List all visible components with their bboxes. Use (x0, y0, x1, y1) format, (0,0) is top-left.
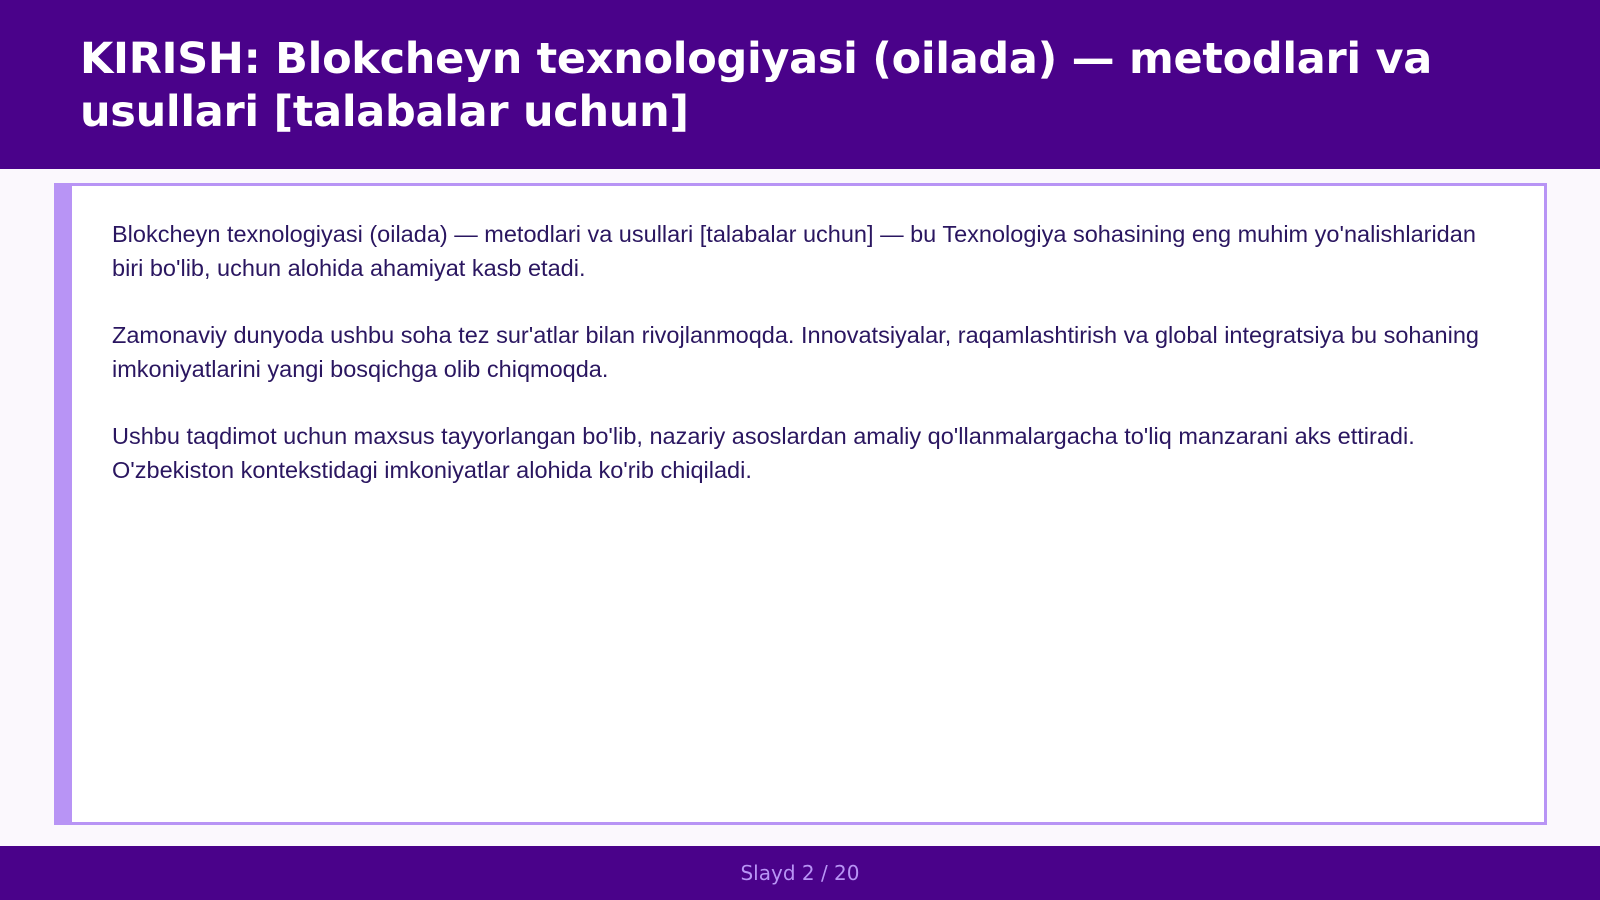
slide-footer (0, 846, 1600, 900)
slide-number: Slayd 2 / 20 (740, 861, 860, 885)
slide-header (0, 0, 1600, 169)
content-paragraph-1: Blokcheyn texnologiyasi (oilada) — metodlari va usullari [talabalar uchun] — bu Texnologiya sohasining eng muhim yo'nalishlaridan biri bo'lib, uchun alohida ahamiyat kasb etadi. (112, 221, 1476, 281)
content-paragraph-2: Zamonaviy dunyoda ushbu soha tez sur'atlar bilan rivojlanmoqda. Innovatsiyalar, raqamlashtirish va global integratsiya bu sohaning imkoniyatlarini yangi bosqichga olib chiqmoqda. (112, 322, 1479, 382)
content-card (54, 183, 1547, 825)
slide-title: KIRISH: Blokcheyn texnologiyasi (oilada) — metodlari va usullari [talabalar uchun] (80, 34, 1432, 137)
content-paragraph-3: Ushbu taqdimot uchun maxsus tayyorlangan bo'lib, nazariy asoslardan amaliy qo'llanmalargacha to'liq manzarani aks ettiradi. O'zbekiston kontekstidagi imkoniyatlar alohida ko'rib chiqiladi. (112, 423, 1415, 483)
